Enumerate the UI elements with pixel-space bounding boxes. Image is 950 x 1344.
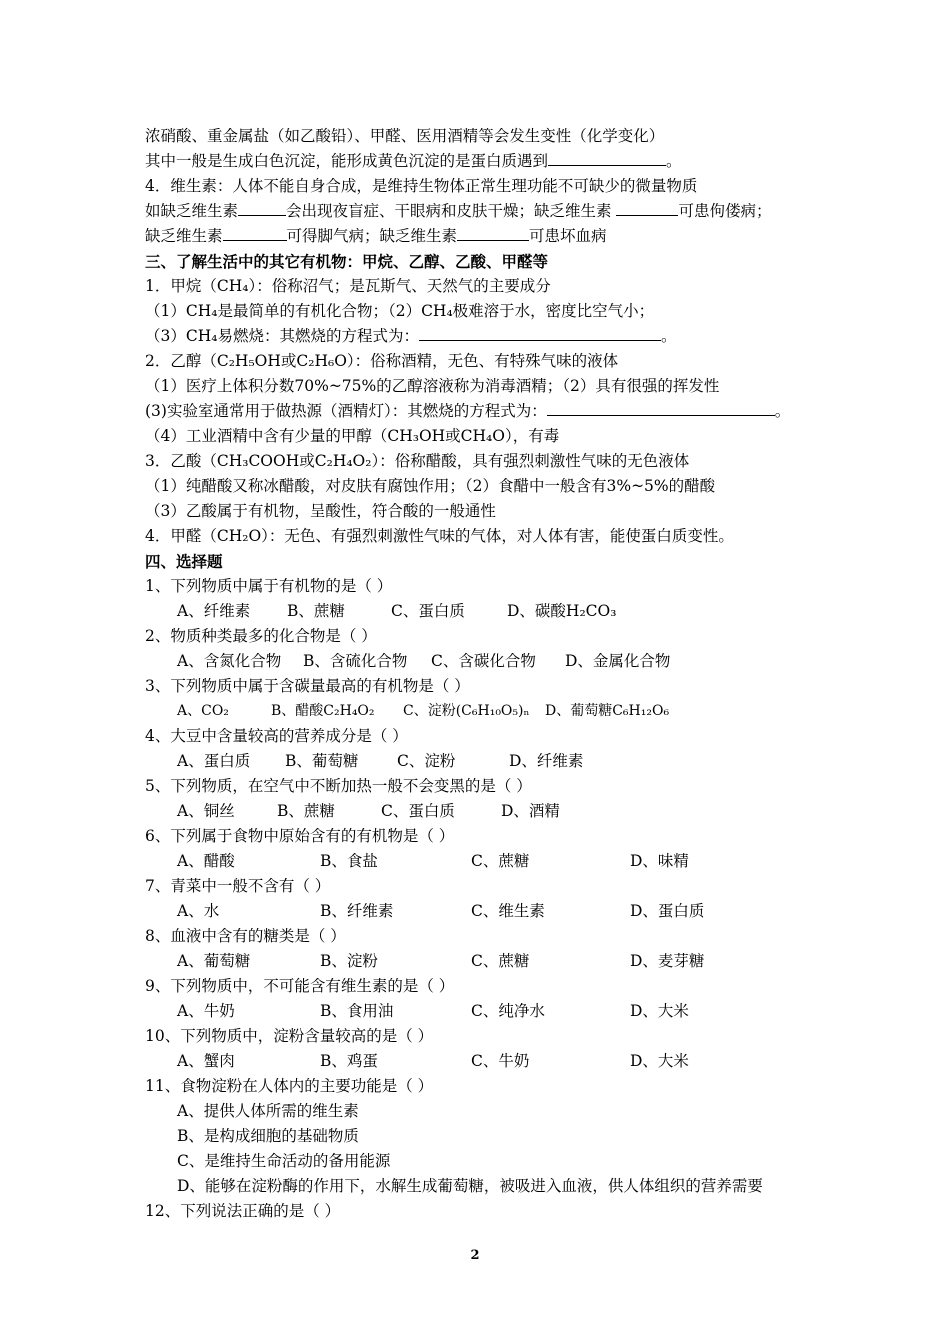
- text-line: 2．乙醇（C₂H₅OH或C₂H₆O）：俗称酒精，无色、有特殊气味的液体: [145, 352, 619, 370]
- option-b[interactable]: B、葡萄糖: [285, 752, 359, 770]
- option-c[interactable]: C、蛋白质: [391, 602, 465, 620]
- question-options: [145, 999, 815, 1024]
- option-d[interactable]: D、葡萄糖C₆H₁₂O₆: [545, 703, 670, 719]
- question-stem: 4、大豆中含量较高的营养成分是（ ）: [145, 727, 408, 745]
- option-b[interactable]: B、淀粉: [320, 952, 378, 970]
- option-d[interactable]: D、金属化合物: [565, 652, 671, 670]
- text-line: [145, 324, 815, 349]
- option-b[interactable]: B、醋酸C₂H₄O₂: [271, 703, 375, 719]
- option-d[interactable]: D、纤维素: [509, 752, 584, 770]
- fill-blank[interactable]: [238, 199, 286, 216]
- text-fragment: 。: [660, 327, 677, 345]
- fill-blank[interactable]: [547, 399, 775, 416]
- option-d[interactable]: D、大米: [630, 1002, 689, 1020]
- question-stem: 10、下列物质中，淀粉含量较高的是（ ）: [145, 1027, 434, 1045]
- text-line: （3）乙酸属于有机物，呈酸性，符合酸的一般通性: [145, 502, 496, 520]
- option-c[interactable]: C、含碳化合物: [431, 652, 536, 670]
- fill-blank[interactable]: [616, 199, 678, 216]
- text-line: 1．甲烷（CH₄）：俗称沼气；是瓦斯气、天然气的主要成分: [145, 277, 551, 295]
- text-fragment: (3)实验室通常用于做热源（酒精灯）：其燃烧的方程式为：: [145, 402, 547, 420]
- fill-blank[interactable]: [457, 224, 529, 241]
- text-fragment: 。: [666, 152, 682, 170]
- option-b[interactable]: B、纤维素: [320, 902, 394, 920]
- option-c[interactable]: C、纯净水: [471, 1002, 545, 1020]
- option-b[interactable]: B、蔗糖: [277, 802, 335, 820]
- text-fragment: 如缺乏维生素: [145, 202, 239, 220]
- text-line: [145, 199, 815, 224]
- page-number: 2: [470, 1248, 480, 1263]
- option-a[interactable]: A、含氮化合物: [177, 652, 282, 670]
- option-c[interactable]: C、维生素: [471, 902, 545, 920]
- text-fragment: （3）CH₄易燃烧：其燃烧的方程式为：: [145, 327, 419, 345]
- fill-blank[interactable]: [419, 324, 661, 341]
- option-b[interactable]: B、是构成细胞的基础物质: [177, 1127, 359, 1145]
- option-d[interactable]: D、酒精: [501, 802, 560, 820]
- option-b[interactable]: B、食用油: [320, 1002, 394, 1020]
- question-options: [145, 649, 815, 674]
- option-a[interactable]: A、纤维素: [177, 602, 251, 620]
- option-d[interactable]: D、碳酸H₂CO₃: [507, 602, 617, 620]
- text-fragment: 缺乏维生素: [145, 227, 223, 245]
- page-content: [145, 124, 815, 1224]
- text-line: [145, 224, 815, 249]
- option-a[interactable]: A、CO₂: [177, 703, 229, 719]
- option-a[interactable]: A、蛋白质: [177, 752, 251, 770]
- question-stem: 5、下列物质，在空气中不断加热一般不会变黑的是（ ）: [145, 777, 532, 795]
- fill-blank[interactable]: [548, 149, 666, 166]
- option-c[interactable]: C、蔗糖: [471, 852, 530, 870]
- question-stem: 11、食物淀粉在人体内的主要功能是（ ）: [145, 1077, 434, 1095]
- text-line: （1）医疗上体积分数70%~75%的乙醇溶液称为消毒酒精；（2）具有很强的挥发性: [145, 377, 720, 395]
- option-c[interactable]: C、蛋白质: [381, 802, 455, 820]
- option-d[interactable]: D、能够在淀粉酶的作用下，水解生成葡萄糖，被吸进入血液，供人体组织的营养需要: [177, 1177, 763, 1195]
- text-fragment: 。: [774, 402, 791, 420]
- section-heading: 三、了解生活中的其它有机物：甲烷、乙醇、乙酸、甲醛等: [145, 252, 549, 271]
- question-stem: 6、下列属于食物中原始含有的有机物是（ ）: [145, 827, 455, 845]
- question-stem: 7、青菜中一般不含有（ ）: [145, 877, 331, 895]
- question-stem: 12、下列说法正确的是（ ）: [145, 1202, 341, 1220]
- option-d[interactable]: D、味精: [630, 852, 689, 870]
- question-options: [145, 1049, 815, 1074]
- option-a[interactable]: A、醋酸: [177, 852, 235, 870]
- option-b[interactable]: B、食盐: [320, 852, 378, 870]
- option-a[interactable]: A、牛奶: [177, 1002, 235, 1020]
- option-d[interactable]: D、麦芽糖: [630, 952, 705, 970]
- option-a[interactable]: A、葡萄糖: [177, 952, 251, 970]
- fill-blank[interactable]: [223, 224, 287, 241]
- option-b[interactable]: B、鸡蛋: [320, 1052, 378, 1070]
- option-c[interactable]: C、淀粉(C₆H₁₀O₅)ₙ: [403, 703, 530, 719]
- text-line: [145, 399, 815, 424]
- text-line: 浓硝酸、重金属盐（如乙酸铅）、甲醛、医用酒精等会发生变性（化学变化）: [145, 127, 665, 145]
- text-fragment: 可患坏血病: [529, 227, 607, 245]
- question-options: [145, 799, 815, 824]
- option-c[interactable]: C、是维持生命活动的备用能源: [177, 1152, 391, 1170]
- text-fragment: 可患佝偻病；: [678, 202, 772, 220]
- question-options: [145, 599, 815, 624]
- text-fragment: 其中一般是生成白色沉淀，能形成黄色沉淀的是蛋白质遇到: [145, 152, 549, 170]
- option-d[interactable]: D、大米: [630, 1052, 689, 1070]
- question-options: [145, 849, 815, 874]
- question-stem: 3、下列物质中属于含碳量最高的有机物是（ ）: [145, 677, 470, 695]
- text-line: （1）纯醋酸又称冰醋酸，对皮肤有腐蚀作用；（2）食醋中一般含有3%~5%的醋酸: [145, 477, 716, 495]
- question-options: [145, 899, 815, 924]
- text-line: （4）工业酒精中含有少量的甲醇（CH₃OH或CH₄O），有毒: [145, 427, 560, 445]
- question-options: [145, 749, 815, 774]
- question-stem: 8、血液中含有的糖类是（ ）: [145, 927, 346, 945]
- option-b[interactable]: B、含硫化合物: [303, 652, 408, 670]
- option-b[interactable]: B、蔗糖: [287, 602, 345, 620]
- text-line: 3．乙酸（CH₃COOH或C₂H₄O₂）：俗称醋酸，具有强烈刺激性气味的无色液体: [145, 452, 690, 470]
- option-a[interactable]: A、蟹肉: [177, 1052, 235, 1070]
- option-c[interactable]: C、淀粉: [397, 752, 456, 770]
- text-fragment: 可得脚气病；缺乏维生素: [286, 227, 458, 245]
- option-c[interactable]: C、蔗糖: [471, 952, 530, 970]
- option-a[interactable]: A、水: [177, 902, 220, 920]
- text-line: （1）CH₄是最简单的有机化合物；（2）CH₄极难溶于水，密度比空气小；: [145, 302, 655, 320]
- section-heading: 四、选择题: [145, 552, 223, 571]
- option-a[interactable]: A、铜丝: [177, 802, 235, 820]
- text-line: 4．甲醛（CH₂O）：无色、有强烈刺激性气味的气体，对人体有害，能使蛋白质变性。: [145, 527, 734, 545]
- option-a[interactable]: A、提供人体所需的维生素: [177, 1102, 359, 1120]
- question-stem: 9、下列物质中，不可能含有维生素的是（ ）: [145, 977, 455, 995]
- question-options: [145, 699, 815, 724]
- option-d[interactable]: D、蛋白质: [630, 902, 705, 920]
- question-stem: 2、物质种类最多的化合物是（ ）: [145, 627, 377, 645]
- question-options: [145, 949, 815, 974]
- text-line: [145, 149, 815, 174]
- option-c[interactable]: C、牛奶: [471, 1052, 530, 1070]
- text-fragment: 会出现夜盲症、干眼病和皮肤干燥；缺乏维生素: [286, 202, 617, 220]
- question-stem: 1、下列物质中属于有机物的是（ ）: [145, 577, 393, 595]
- text-line: 4．维生素：人体不能自身合成，是维持生物体正常生理功能不可缺少的微量物质: [145, 177, 698, 195]
